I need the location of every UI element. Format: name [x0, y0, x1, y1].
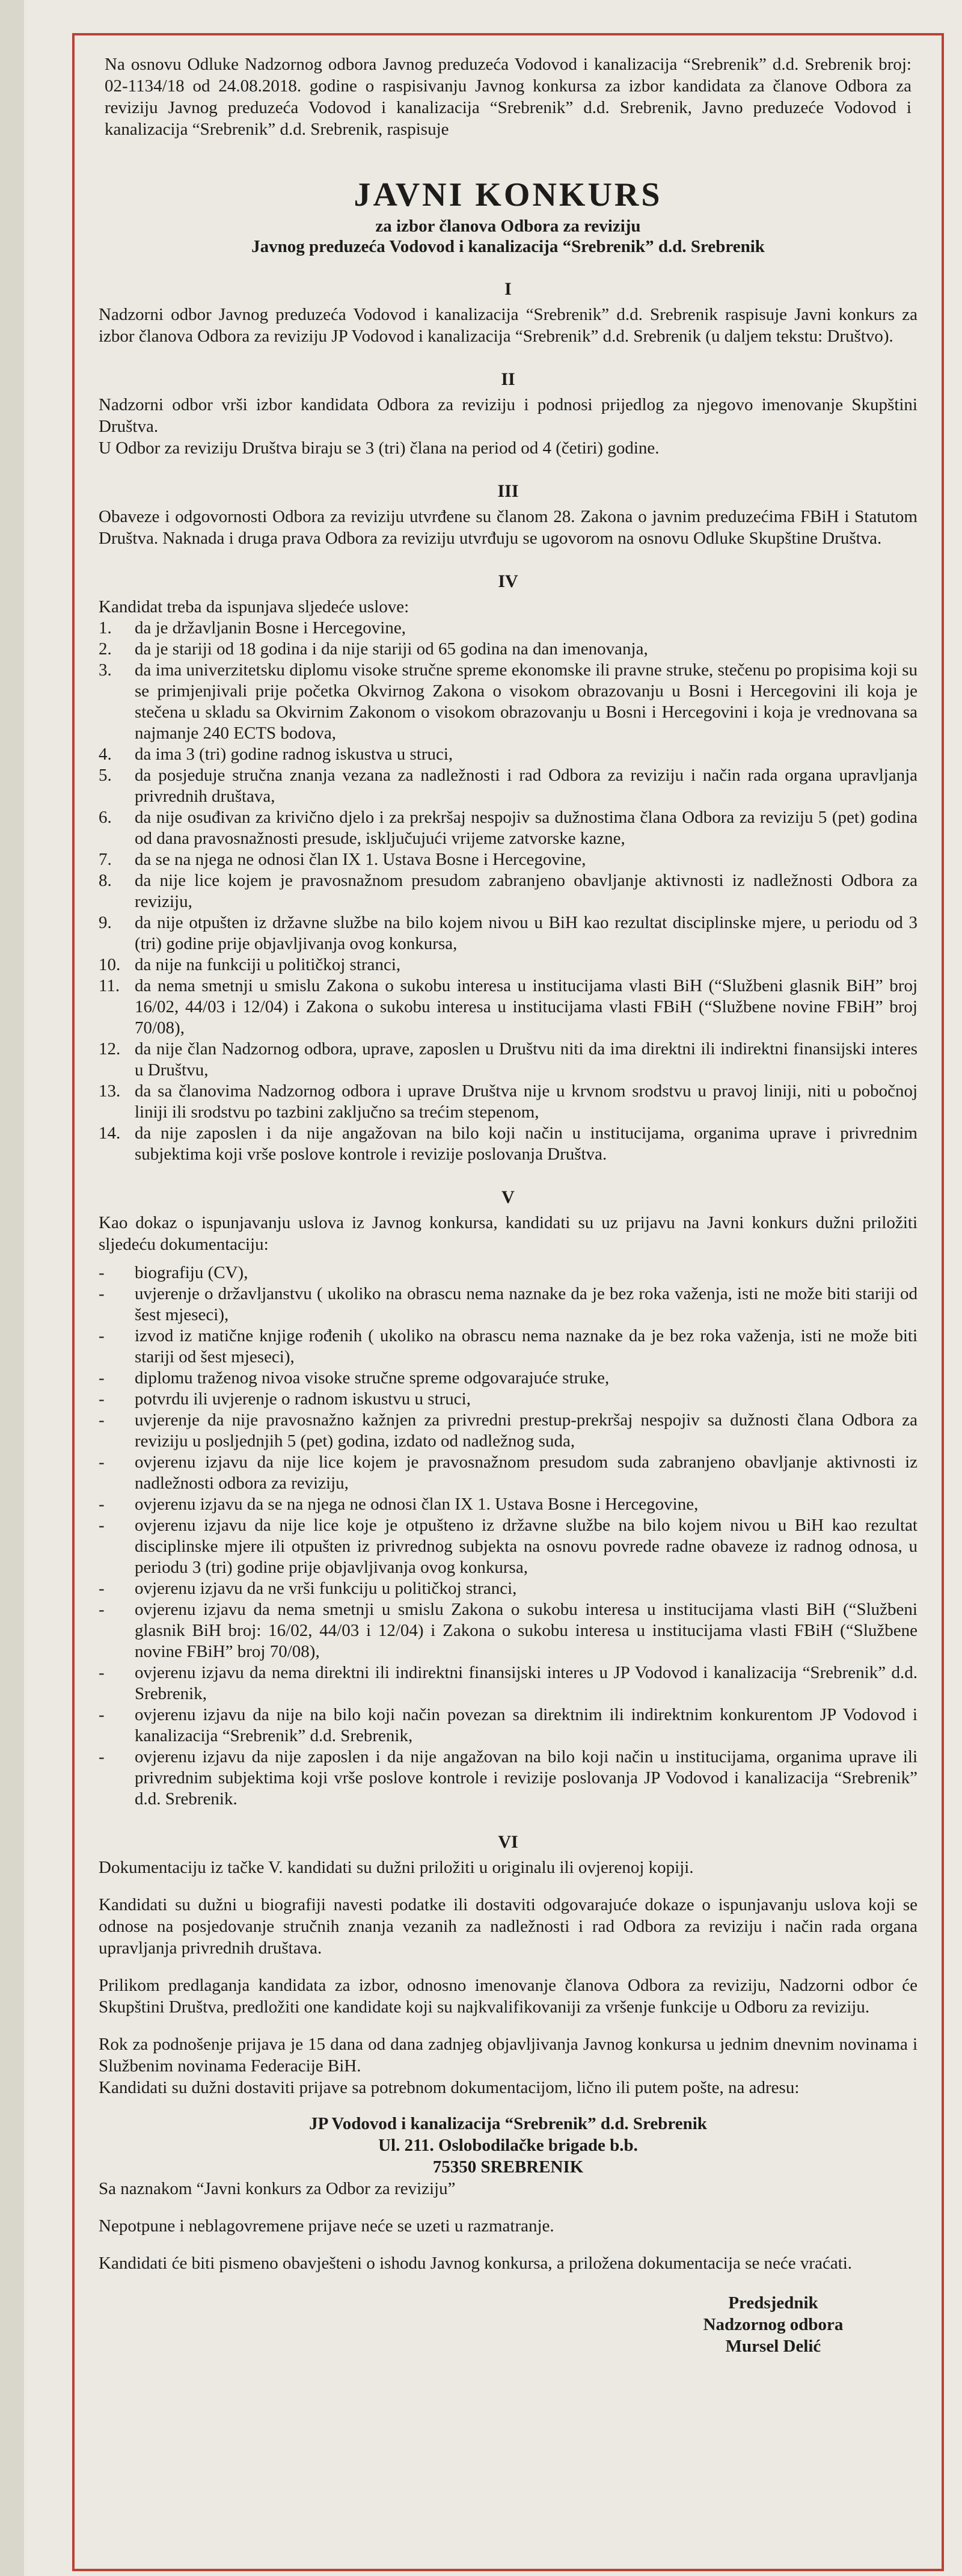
item-text: ovjerenu izjavu da nije lice koje je otpušteno iz državne službe na bilo kojem nivou u BiH kao rezultat disciplinske mjere ili otpušten iz privrednog subjekta na osnovu povrede radne obaveze iz radnog odnosa, u periodu 3 (tri) godine prije objavljivanja ovog konkursa, [135, 1516, 918, 1577]
item-number: 9. [99, 913, 112, 932]
item-number: 2. [99, 639, 112, 659]
signature-role-1: Predsjednik [728, 2293, 818, 2313]
item-text: da posjeduje stručna znanja vezana za nadležnosti i rad Odbora za reviziju i način rada organa upravljanja privrednih društava, [135, 766, 918, 806]
dash-bullet: - [99, 1495, 105, 1514]
item-text: da nije osuđivan za krivično djelo i za prekršaj nespojiv sa dužnostima člana Odbora za reviziju 5 (pet) godina od dana pravosnažnosti presude, isključujući vrijeme zatvorske kazne, [135, 808, 918, 848]
list-item [99, 1283, 918, 1326]
item-text: ovjerenu izjavu da nije na bilo koji način povezan sa direktnim ili indirektnim konkurentom JP Vodovod i kanalizacija “Srebrenik” d.d. Srebrenik, [135, 1705, 918, 1745]
section-heading-i: I [504, 279, 512, 299]
list-item [99, 1262, 918, 1283]
newspaper-page [24, 0, 962, 2576]
postal-address [99, 2113, 918, 2178]
intro-paragraph: Na osnovu Odluke Nadzornog odbora Javnog preduzeća Vodovod i kanalizacija “Srebrenik” d.d. Srebrenik broj: 02-1134/18 od 24.08.2018. godine o raspisivanju Javnog konkursa za izbor kandidata za članove Odbora za reviziju Javnog preduzeća Vodovod i kanalizacija “Srebrenik” d.d. Srebrenik, Javno preduzeće Vodovod i kanalizacija “Srebrenik” d.d. Srebrenik, raspisuje [105, 55, 911, 139]
item-text: da ima 3 (tri) godine radnog iskustva u struci, [135, 745, 453, 764]
list-item [99, 1494, 918, 1515]
list-item [99, 765, 918, 807]
section-v-lead: Kao dokaz o ispunjavanju uslova iz Javnog konkursa, kandidati su uz prijavu na Javni konkurs dužni priložiti sljedeću dokumentaciju: [99, 1213, 918, 1254]
item-text: biografiju (CV), [135, 1263, 248, 1282]
section-vi-p3: Prilikom predlaganja kandidata za izbor, odnosno imenovanje članova Odbora za reviziju, Nadzorni odbor će Skupštini Društva, predložiti one kandidate koji su najkvalifikovaniji za vršenje funkcije u Odboru za reviziju. [99, 1976, 918, 2017]
item-text: ovjerenu izjavu da se na njega ne odnosi član IX 1. Ustava Bosne i Hercegovine, [135, 1495, 699, 1514]
dash-bullet: - [99, 1600, 105, 1619]
item-text: da nema smetnji u smislu Zakona o sukobu interesa u institucijama vlasti BiH (“Službeni glasnik BiH” broj 16/02, 44/03 i 12/04) i Zakona o sukobu interesa u institucijama vlasti FBiH (“Službene novine FBiH” broj 70/08), [135, 976, 918, 1037]
section-iii-text: Obaveze i odgovornosti Odbora za reviziju utvrđene su članom 28. Zakona o javnim preduzećima FBiH i Statutom Društva. Naknada i druga prava Odbora za reviziju utvrđuju se ugovorom na osnovu Odluke Skupštine Društva. [99, 507, 918, 548]
list-item [99, 1662, 918, 1705]
list-item [99, 660, 918, 744]
item-text: da nije na funkciji u političkoj stranci, [135, 955, 401, 974]
item-number: 7. [99, 850, 112, 869]
item-text: da je državljanin Bosne i Hercegovine, [135, 618, 406, 638]
item-number: 12. [99, 1039, 121, 1059]
address-line-1: JP Vodovod i kanalizacija “Srebrenik” d.d. Srebrenik [309, 2114, 707, 2133]
list-item [99, 1747, 918, 1810]
section-vi-p4: Rok za podnošenje prijava je 15 dana od dana zadnjeg objavljivanja Javnog konkursa u jednim dnevnim novinama i Službenim novinama Federacije BiH. [99, 2035, 918, 2076]
dash-bullet: - [99, 1579, 105, 1598]
list-item [99, 1515, 918, 1578]
item-number: 13. [99, 1081, 121, 1101]
dash-bullet: - [99, 1410, 105, 1430]
item-number: 3. [99, 660, 112, 680]
item-number: 5. [99, 766, 112, 785]
list-item [99, 1452, 918, 1494]
item-text: da je stariji od 18 godina i da nije stariji od 65 godina na dan imenovanja, [135, 639, 648, 659]
list-item [99, 1326, 918, 1368]
section-heading-vi: VI [498, 1832, 518, 1852]
list-item [99, 976, 918, 1039]
signature-block [99, 2292, 918, 2357]
item-number: 8. [99, 871, 112, 890]
dash-bullet: - [99, 1663, 105, 1682]
item-text: diplomu traženog nivoa visoke stručne spreme odgovarajuće struke, [135, 1368, 610, 1388]
dash-bullet: - [99, 1389, 105, 1409]
section-vi-p6: Sa naznakom “Javni konkurs za Odbor za reviziju” [99, 2179, 456, 2198]
list-item [99, 1599, 918, 1662]
section-iv-lead: Kandidat treba da ispunjava sljedeće uslove: [99, 597, 409, 616]
list-item [99, 912, 918, 954]
item-text: ovjerenu izjavu da nije zaposlen i da nije angažovan na bilo koji način u institucijama, organima uprave ili privrednim subjektima koji vrše poslove kontrole i revizije poslovanja JP Vodovod i kanalizacija “Srebrenik” d.d. Srebrenik. [135, 1747, 918, 1809]
item-number: 14. [99, 1124, 121, 1143]
section-i-text: Nadzorni odbor Javnog preduzeća Vodovod i kanalizacija “Srebrenik” d.d. Srebrenik raspisuje Javni konkurs za izbor članova Odbora za reviziju JP Vodovod i kanalizacija “Srebrenik” d.d. Srebrenik (u daljem tekstu: Društvo). [99, 305, 918, 346]
item-text: ovjerenu izjavu da nema direktni ili indirektni finansijski interes u JP Vodovod i kanalizacija “Srebrenik” d.d. Srebrenik, [135, 1663, 918, 1703]
conditions-list [99, 618, 918, 1165]
list-item [99, 807, 918, 849]
list-item [99, 618, 918, 639]
list-item [99, 639, 918, 660]
item-number: 10. [99, 955, 121, 974]
announcement-subtitle-1: za izbor članova Odbora za reviziju [375, 217, 641, 236]
dash-bullet: - [99, 1747, 105, 1766]
item-text: potvrdu ili uvjerenje o radnom iskustvu u struci, [135, 1389, 471, 1409]
item-number: 6. [99, 808, 112, 827]
dash-bullet: - [99, 1263, 105, 1282]
list-item [99, 849, 918, 870]
announcement-subtitle-2: Javnog preduzeća Vodovod i kanalizacija “Srebrenik” d.d. Srebrenik [251, 237, 765, 256]
item-text: da nije lice kojem je pravosnažnom presudom zabranjeno obavljanje aktivnosti iz nadležnosti Odbora za reviziju, [135, 871, 918, 911]
item-text: da sa članovima Nadzornog odbora i uprave Društva nije u krvnom srodstvu u pravoj liniji, niti u pobočnoj liniji ili srodstvu po tazbini zaključno sa trećim stepenom, [135, 1081, 918, 1122]
list-item [99, 1081, 918, 1123]
section-ii-text-2: U Odbor za reviziju Društva biraju se 3 (tri) člana na period od 4 (četiri) godine. [99, 438, 660, 458]
dash-bullet: - [99, 1368, 105, 1388]
announcement-frame [72, 33, 944, 2571]
address-line-3: 75350 SREBRENIK [432, 2157, 584, 2177]
item-text: uvjerenje da nije pravosnažno kažnjen za privredni prestup-prekršaj nespojiv sa dužnosti člana Odbora za reviziju u posljednjih 5 (pet) godina, izdato od nadležnog suda, [135, 1410, 918, 1451]
section-heading-iii: III [497, 481, 519, 501]
signature-role-2: Nadzornog odbora [703, 2315, 844, 2334]
item-number: 4. [99, 745, 112, 764]
item-text: da se na njega ne odnosi član IX 1. Ustava Bosne i Hercegovine, [135, 850, 586, 869]
item-text: ovjerenu izjavu da ne vrši funkciju u političkoj stranci, [135, 1579, 517, 1598]
list-item [99, 1705, 918, 1747]
signature-name: Mursel Delić [725, 2337, 821, 2356]
announcement-title: JAVNI KONKURS [354, 176, 663, 214]
section-vi-p1: Dokumentaciju iz tačke V. kandidati su dužni priložiti u originalu ili ovjerenoj kopiji. [99, 1858, 694, 1877]
section-vi-p8: Kandidati će biti pismeno obavješteni o ishodu Javnog konkursa, a priložena dokumentacija se neće vraćati. [99, 2254, 853, 2273]
section-heading-v: V [501, 1187, 515, 1207]
section-vi-p5: Kandidati su dužni dostaviti prijave sa potrebnom dokumentacijom, lično ili putem pošte, na adresu: [99, 2078, 800, 2097]
list-item [99, 954, 918, 976]
item-text: da ima univerzitetsku diplomu visoke stručne spreme ekonomske ili pravne struke, stečenu po propisima koji su se primjenjivali prije početka Okvirnog Zakona o visokom obrazovanju u Bosni i Hercegovini ili koja je stečena u skladu sa Okvirnim Zakonom o visokom obrazovanju u Bosni i Hercegovini i koja je vrednovana sa najmanje 240 ECTS bodova, [135, 660, 918, 743]
list-item [99, 1410, 918, 1452]
dash-bullet: - [99, 1326, 105, 1345]
dash-bullet: - [99, 1452, 105, 1472]
list-item [99, 1389, 918, 1410]
section-heading-iv: IV [498, 571, 518, 591]
list-item [99, 1039, 918, 1081]
item-text: da nije otpušten iz državne službe na bilo kojem nivou u BiH kao rezultat disciplinske mjere, u periodu od 3 (tri) godine prije objavljivanja ovog konkursa, [135, 913, 918, 953]
item-text: da nije član Nadzornog odbora, uprave, zaposlen u Društvu niti da ima direktni ili indirektni finansijski interes u Društvu, [135, 1039, 918, 1080]
documents-list [99, 1262, 918, 1810]
dash-bullet: - [99, 1705, 105, 1724]
dash-bullet: - [99, 1284, 105, 1303]
list-item [99, 744, 918, 765]
list-item [99, 1578, 918, 1599]
list-item [99, 1123, 918, 1165]
list-item [99, 870, 918, 912]
list-item [99, 1368, 918, 1389]
item-text: uvjerenje o državljanstvu ( ukoliko na obrascu nema naznake da je bez roka važenja, isti ne može biti stariji od šest mjeseci), [135, 1284, 918, 1324]
item-text: ovjerenu izjavu da nema smetnji u smislu Zakona o sukobu interesa u institucijama vlasti BiH (“Službeni glasnik BiH broj: 16/02, 44/03 i 12/04) i Zakona o sukobu interesa u institucijama vlasti FBiH (“Službene novine FBiH” broj 70/08), [135, 1600, 918, 1661]
section-vi-p7: Nepotpune i neblagovremene prijave neće se uzeti u razmatranje. [99, 2216, 554, 2236]
item-number: 11. [99, 976, 120, 995]
item-text: ovjerenu izjavu da nije lice kojem je pravosnažnom presudom suda zabranjeno obavljanje aktivnosti iz nadležnosti odbora za reviziju, [135, 1452, 918, 1493]
item-text: izvod iz matične knjige rođenih ( ukoliko na obrascu nema naznake da je bez roka važenja, isti ne može biti stariji od šest mjeseci), [135, 1326, 918, 1366]
address-line-2: Ul. 211. Oslobodilačke brigade b.b. [378, 2136, 638, 2155]
section-ii-text-1: Nadzorni odbor vrši izbor kandidata Odbora za reviziju i podnosi prijedlog za njegovo imenovanje Skupštini Društva. [99, 395, 918, 436]
item-text: da nije zaposlen i da nije angažovan na bilo koji način u institucijama, organima uprave i privrednim subjektima koji vrše poslove kontrole i revizije poslovanja Društva. [135, 1124, 918, 1164]
section-heading-ii: II [501, 369, 515, 389]
dash-bullet: - [99, 1516, 105, 1535]
section-vi-p2: Kandidati su dužni u biografiji navesti podatke ili dostaviti odgovarajuće dokaze o ispunjavanju uslova koji se odnose na posjedovanje stručnih znanja vezanih za nadležnosti i rad Odbora za reviziju i način rada organa upravljanja privrednih društava. [99, 1895, 918, 1958]
item-number: 1. [99, 618, 112, 638]
